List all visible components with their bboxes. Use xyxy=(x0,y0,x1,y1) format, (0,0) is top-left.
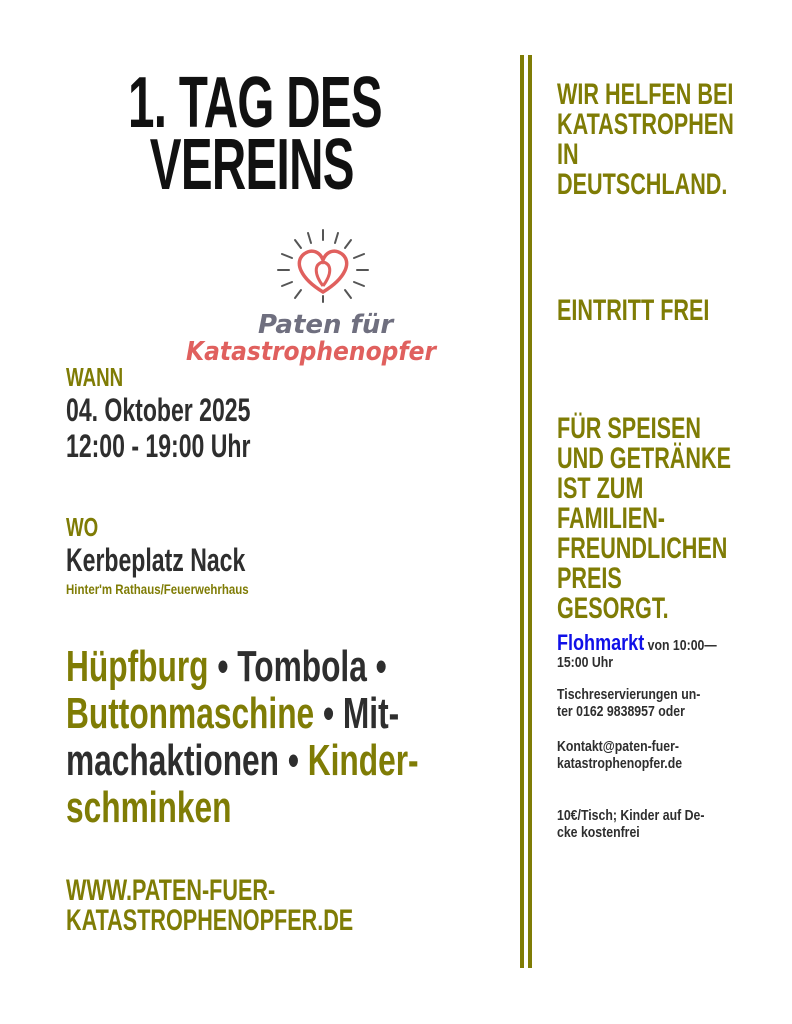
food-line: PREIS GESORGT. xyxy=(557,562,669,625)
when-label: WANN xyxy=(66,362,124,392)
help-line: KATASTROPHEN xyxy=(557,108,734,141)
food-line: UND GETRÄNKE xyxy=(557,442,732,475)
food-statement xyxy=(557,414,737,624)
activities-line-1 xyxy=(66,643,520,690)
logo-text-line-1: Paten für xyxy=(258,310,394,340)
title-line-1: 1. TAG DES xyxy=(128,63,382,143)
activity-mitmachaktionen-part2: machaktionen xyxy=(66,736,280,785)
bullet-separator: • xyxy=(279,736,308,785)
activity-tombola: Tombola xyxy=(237,642,367,691)
event-time: 12:00 - 19:00 Uhr xyxy=(66,428,251,464)
column-divider xyxy=(528,55,532,968)
reservation-phone[interactable]: ter 0162 9838957 oder xyxy=(557,703,685,720)
logo-text-line-2: Katastrophenopfer xyxy=(186,337,436,367)
activities-line-3 xyxy=(66,737,520,784)
flohmarkt-time-end: 15:00 Uhr xyxy=(557,654,614,671)
flohmarkt-title: Flohmarkt xyxy=(557,630,645,655)
bullet-separator: • xyxy=(314,689,343,738)
food-line: FAMILIEN- xyxy=(557,502,665,535)
event-place-detail: Hinter'm Rathaus/Feuerwehrhaus xyxy=(66,581,249,597)
activity-mitmachaktionen-part1: Mit- xyxy=(342,689,400,738)
bullet-separator: • xyxy=(366,642,387,691)
food-line: IST ZUM xyxy=(557,472,644,505)
reservation-line: Tischreservierungen un- xyxy=(557,686,701,703)
poster-title xyxy=(128,63,405,205)
activities-line-4 xyxy=(66,784,520,831)
flohmarkt-time-start: von 10:00— xyxy=(644,637,717,654)
contact-line: katastrophenopfer.de xyxy=(557,755,683,772)
where-label: WO xyxy=(66,512,99,542)
food-line: FREUNDLICHEN xyxy=(557,532,728,565)
heart-sunburst-icon xyxy=(268,226,378,306)
table-price-info xyxy=(557,807,754,841)
event-place: Kerbeplatz Nack xyxy=(66,542,246,578)
title-line-2: VEREINS xyxy=(149,125,354,205)
activity-kinderschminken-part2: schminken xyxy=(66,783,232,832)
website-line-2: KATASTROPHENOPFER.DE xyxy=(66,904,354,937)
help-statement xyxy=(557,80,737,200)
event-date: 04. Oktober 2025 xyxy=(66,392,251,428)
price-line: cke kostenfrei xyxy=(557,824,640,841)
activity-kinderschminken-part1: Kinder- xyxy=(307,736,419,785)
activities-list xyxy=(66,643,520,831)
activity-huepfburg: Hüpfburg xyxy=(66,642,209,691)
food-line: FÜR SPEISEN xyxy=(557,412,702,445)
flohmarkt-info xyxy=(557,630,787,671)
help-line: DEUTSCHLAND. xyxy=(557,168,728,201)
help-line: IN xyxy=(557,138,579,171)
website-url[interactable] xyxy=(66,876,353,936)
contact-email[interactable] xyxy=(557,738,754,772)
reservation-info xyxy=(557,686,754,720)
free-entry: EINTRITT FREI xyxy=(557,294,710,327)
contact-line: Kontakt@paten-fuer- xyxy=(557,738,680,755)
activity-buttonmaschine: Buttonmaschine xyxy=(66,689,315,738)
activities-line-2 xyxy=(66,690,520,737)
website-line-1: WWW.PATEN-FUER- xyxy=(66,874,276,907)
column-divider xyxy=(520,55,524,968)
price-line: 10€/Tisch; Kinder auf De- xyxy=(557,807,705,824)
help-line: WIR HELFEN BEI xyxy=(557,78,734,111)
bullet-separator: • xyxy=(208,642,238,691)
